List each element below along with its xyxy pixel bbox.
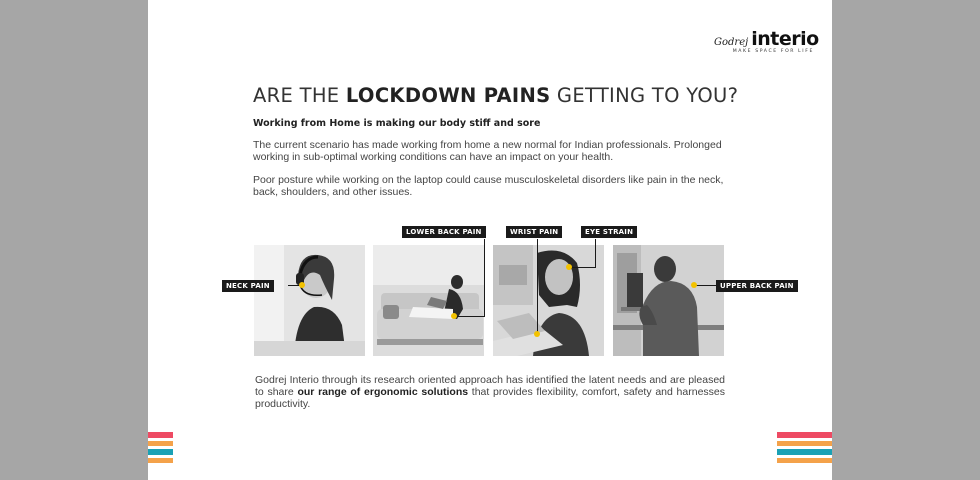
- upper-back-pain-dot: [691, 282, 697, 288]
- left-stripe-orange-2: [148, 458, 173, 464]
- closing-before: Godrej Interio through its research oriented approach has identified the latent needs and are pleased to share: [255, 374, 725, 398]
- headset-woman-illustration: [254, 245, 365, 356]
- eye-strain-dot: [566, 264, 572, 270]
- left-stripe-teal: [148, 449, 173, 455]
- lower-back-pain-leader-h: [454, 316, 484, 317]
- photo-sofa-woman: [373, 245, 484, 356]
- lower-back-pain-leader: [484, 239, 485, 317]
- closing-paragraph: [255, 374, 725, 410]
- wrist-pain-leader: [537, 239, 538, 334]
- right-color-stripes: [777, 432, 832, 466]
- closing-after: that provides flexibility, comfort, safety and harnesses productivity.: [255, 386, 725, 410]
- left-stripe-orange: [148, 441, 173, 447]
- closing-bold: our range of ergonomic solutions: [297, 386, 469, 398]
- laptop-woman-illustration: [493, 245, 604, 356]
- neck-pain-label: NECK PAIN: [222, 280, 274, 292]
- headline-bold: LOCKDOWN PAINS: [345, 84, 551, 107]
- sofa-woman-illustration: [373, 245, 484, 356]
- lower-back-pain-label: LOWER BACK PAIN: [402, 226, 486, 238]
- right-stripe-pink: [777, 432, 832, 438]
- intro-paragraph: The current scenario has made working from home a new normal for Indian professionals. Prolonged working in sub-optimal working conditions can have an impact on your health.: [253, 139, 722, 163]
- headline-part2: GETTING TO YOU?: [550, 84, 739, 107]
- document-page: [148, 0, 832, 480]
- eye-strain-label: EYE STRAIN: [581, 226, 637, 238]
- right-stripe-orange: [777, 441, 832, 447]
- neck-pain-dot: [299, 282, 305, 288]
- photo-headset-woman: [254, 245, 365, 356]
- wrist-pain-label: WRIST PAIN: [506, 226, 562, 238]
- right-stripe-teal: [777, 449, 832, 455]
- logo-word: interio: [751, 28, 819, 50]
- left-stripe-pink: [148, 432, 173, 438]
- right-stripe-orange-2: [777, 458, 832, 464]
- photo-laptop-woman: [493, 245, 604, 356]
- upper-back-pain-label: UPPER BACK PAIN: [716, 280, 798, 292]
- eye-strain-leader: [595, 239, 596, 267]
- logo-script: Godrej: [714, 37, 749, 48]
- posture-paragraph: Poor posture while working on the laptop could cause musculoskeletal disorders like pain in the neck, back, shoulders, and other issues.: [253, 174, 724, 198]
- left-color-stripes: [148, 432, 173, 466]
- headline: [253, 84, 743, 107]
- desk-man-illustration: [613, 245, 724, 356]
- upper-back-pain-leader: [694, 285, 716, 286]
- logo-tagline: MAKE SPACE FOR LIFE: [732, 49, 814, 54]
- subheading: Working from Home is making our body stiff and sore: [253, 118, 541, 129]
- photo-desk-man: [613, 245, 724, 356]
- eye-strain-leader-h: [570, 267, 596, 268]
- lower-back-pain-dot: [451, 313, 457, 319]
- wrist-pain-dot: [534, 331, 540, 337]
- brand-logo: [714, 28, 819, 54]
- headline-part1: ARE THE: [253, 84, 346, 107]
